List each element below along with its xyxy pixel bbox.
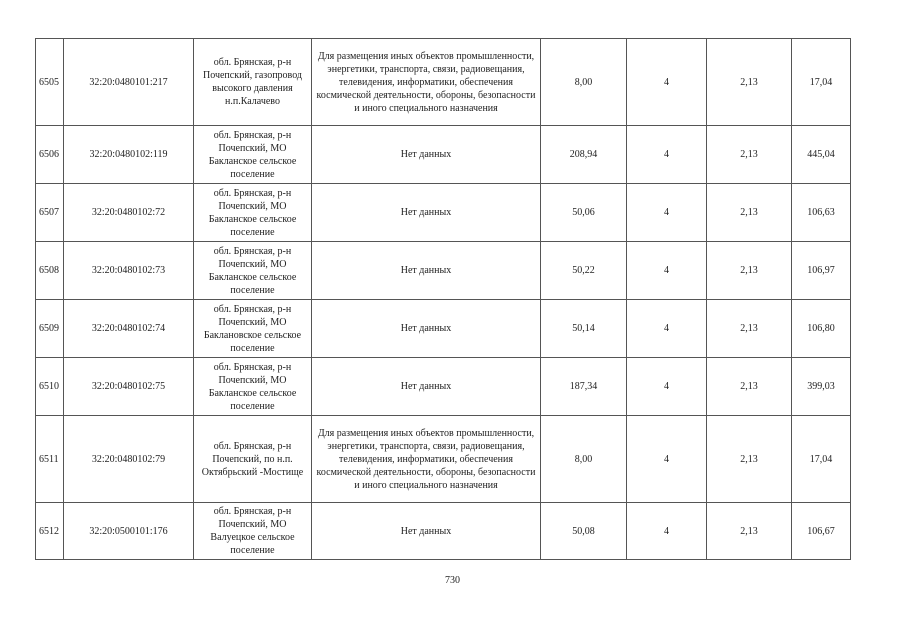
group-cell: 4 xyxy=(627,503,707,560)
group-cell: 4 xyxy=(627,184,707,242)
row-number: 6510 xyxy=(36,358,64,416)
value-cell: 445,04 xyxy=(792,126,851,184)
rate-cell: 2,13 xyxy=(707,416,792,503)
value-cell: 106,63 xyxy=(792,184,851,242)
address-cell: обл. Брянская, р-н Почепский, МО Бакланское сельское поселение xyxy=(194,242,312,300)
group-cell: 4 xyxy=(627,300,707,358)
table-row xyxy=(36,242,851,300)
address-cell: обл. Брянская, р-н Почепский, МО Валуецкое сельское поселение xyxy=(194,503,312,560)
rate-cell: 2,13 xyxy=(707,126,792,184)
cadastral-number: 32:20:0480102:74 xyxy=(64,300,194,358)
area-cell: 8,00 xyxy=(541,416,627,503)
cadastral-number: 32:20:0480101:217 xyxy=(64,39,194,126)
purpose-cell: Нет данных xyxy=(312,503,541,560)
value-cell: 106,97 xyxy=(792,242,851,300)
value-cell: 17,04 xyxy=(792,416,851,503)
area-cell: 187,34 xyxy=(541,358,627,416)
table-row xyxy=(36,126,851,184)
row-number: 6511 xyxy=(36,416,64,503)
area-cell: 50,08 xyxy=(541,503,627,560)
address-cell: обл. Брянская, р-н Почепский, МО Бакланское сельское поселение xyxy=(194,358,312,416)
table-row xyxy=(36,184,851,242)
group-cell: 4 xyxy=(627,358,707,416)
table-row xyxy=(36,300,851,358)
purpose-cell: Для размещения иных объектов промышленности, энергетики, транспорта, связи, радиовещания, телевидения, информатики, обеспечения космической деятельности, обороны, безопасности и иного специального назначения xyxy=(312,39,541,126)
value-cell: 17,04 xyxy=(792,39,851,126)
group-cell: 4 xyxy=(627,126,707,184)
purpose-cell: Нет данных xyxy=(312,242,541,300)
value-cell: 106,67 xyxy=(792,503,851,560)
value-cell: 106,80 xyxy=(792,300,851,358)
purpose-cell: Нет данных xyxy=(312,300,541,358)
rate-cell: 2,13 xyxy=(707,503,792,560)
group-cell: 4 xyxy=(627,416,707,503)
page-number: 730 xyxy=(445,575,460,586)
cadastral-number: 32:20:0480102:72 xyxy=(64,184,194,242)
row-number: 6512 xyxy=(36,503,64,560)
address-cell: обл. Брянская, р-н Почепский, газопровод высокого давления н.п.Калачево xyxy=(194,39,312,126)
value-cell: 399,03 xyxy=(792,358,851,416)
cadastral-number: 32:20:0480102:73 xyxy=(64,242,194,300)
cadastral-number: 32:20:0500101:176 xyxy=(64,503,194,560)
row-number: 6507 xyxy=(36,184,64,242)
address-cell: обл. Брянская, р-н Почепский, МО Баклановское сельское поселение xyxy=(194,300,312,358)
cadastral-number: 32:20:0480102:79 xyxy=(64,416,194,503)
purpose-cell: Нет данных xyxy=(312,126,541,184)
table-row xyxy=(36,358,851,416)
address-cell: обл. Брянская, р-н Почепский, МО Бакланское сельское поселение xyxy=(194,184,312,242)
cadastral-number: 32:20:0480102:75 xyxy=(64,358,194,416)
area-cell: 50,22 xyxy=(541,242,627,300)
cadastral-number: 32:20:0480102:119 xyxy=(64,126,194,184)
rate-cell: 2,13 xyxy=(707,358,792,416)
row-number: 6506 xyxy=(36,126,64,184)
rate-cell: 2,13 xyxy=(707,39,792,126)
row-number: 6508 xyxy=(36,242,64,300)
group-cell: 4 xyxy=(627,242,707,300)
table-body xyxy=(36,39,851,560)
rate-cell: 2,13 xyxy=(707,300,792,358)
land-plot-table xyxy=(35,38,851,560)
rate-cell: 2,13 xyxy=(707,184,792,242)
row-number: 6505 xyxy=(36,39,64,126)
table-row xyxy=(36,416,851,503)
area-cell: 8,00 xyxy=(541,39,627,126)
group-cell: 4 xyxy=(627,39,707,126)
table-row xyxy=(36,503,851,560)
address-cell: обл. Брянская, р-н Почепский, МО Бакланское сельское поселение xyxy=(194,126,312,184)
purpose-cell: Для размещения иных объектов промышленности, энергетики, транспорта, связи, радиовещания, телевидения, информатики, обеспечения космической деятельности, обороны, безопасности и иного специального назначения xyxy=(312,416,541,503)
rate-cell: 2,13 xyxy=(707,242,792,300)
table-row xyxy=(36,39,851,126)
area-cell: 208,94 xyxy=(541,126,627,184)
row-number: 6509 xyxy=(36,300,64,358)
address-cell: обл. Брянская, р-н Почепский, по н.п. Октябрьский -Мостище xyxy=(194,416,312,503)
area-cell: 50,06 xyxy=(541,184,627,242)
area-cell: 50,14 xyxy=(541,300,627,358)
purpose-cell: Нет данных xyxy=(312,184,541,242)
purpose-cell: Нет данных xyxy=(312,358,541,416)
